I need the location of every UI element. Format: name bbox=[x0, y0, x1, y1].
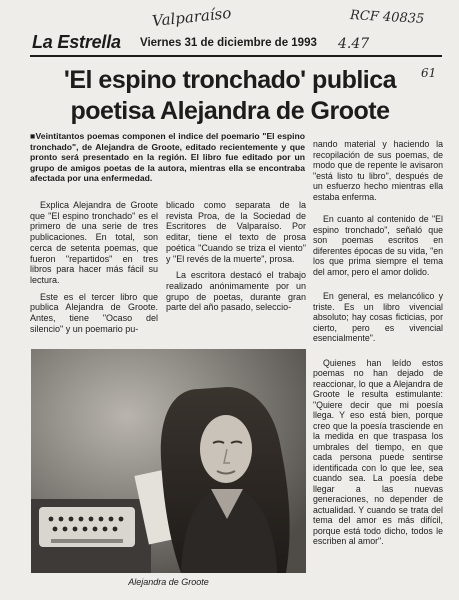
handwritten-city-note: Valparaíso bbox=[151, 3, 233, 31]
author-photo bbox=[31, 349, 306, 573]
col1-paragraph-2: Este es el tercer libro que publica Alejandra de Groote. Antes, tiene "Ocaso del silencio" y un poemario pu- bbox=[30, 291, 158, 334]
col3-paragraph-2: En cuanto al contenido de "El espino tronchado", señaló que son poemas escritos en diferentes épocas de su vida, "en los que prima siempre el tema del amor, pero el amor dolido. bbox=[313, 214, 443, 277]
issue-date: Viernes 31 de diciembre de 1993 bbox=[140, 37, 317, 49]
lead-bullet-icon: ■ bbox=[30, 131, 36, 141]
col3-paragraph-4: Quienes han leído estos poemas no han dejado de reaccionar, lo que a Alejandra de Groote le resulta estimulante: "Quiere decir que mi poesía llega. Y eso está bien, porque creo que la poesía trasciende en la medida en que traspasa los umbrales del tiempo, en que cada persona puede sentirse identificada con lo que lee, sea cuando sea. La poesía debe llegar a las nuevas generaciones, no depender de actualidad. Y cuando se trata del tema del amor es más difícil, porque está todo dicho, todos le escriben al amor". bbox=[313, 357, 443, 546]
headline-line-2: poetisa Alejandra de Groote bbox=[70, 97, 390, 125]
col3-paragraph-1: nando material y haciendo la recopilación de sus poemas, de modo que de repente le avisaron "está listo tu libro", después de un esfuerzo hecho mientras ella estaba enferma. bbox=[313, 139, 443, 202]
lead-text: Veintitantos poemas componen el indice del poemario "El espino tronchado", de Alejandra de Groote, editado recientemente y que pronto será presentado en la región. El libro fue editado por un grupo de amigos poetas de la autora, mientras ella se encontraba afectada por una enfermedad. bbox=[30, 131, 305, 184]
column-3 bbox=[313, 139, 443, 547]
lead-paragraph bbox=[30, 131, 305, 184]
col3-paragraph-3: En general, es melancólico y triste. Es un libro vivencial absoluto; hay cosas ficticias, por cierto, pero es vivencial esencialmente". bbox=[313, 291, 443, 343]
handwritten-code-note: RCF 40835 bbox=[349, 8, 425, 27]
column-1 bbox=[30, 200, 158, 334]
masthead-rule bbox=[30, 55, 442, 57]
col1-paragraph-1: Explica Alejandra de Groote que "El espino tronchado" es el primero de una serie de tres publicaciones. En total, son cerca de setenta poemas, que fueron "repartidos" en tres libros para hacer más fácil su lectura. bbox=[30, 200, 158, 285]
newspaper-name: La Estrella bbox=[32, 32, 121, 52]
handwritten-number-note: 61 bbox=[421, 66, 437, 80]
handwritten-page-note: 4.47 bbox=[338, 36, 370, 52]
photo-caption: Alejandra de Groote bbox=[128, 577, 209, 587]
headline-line-1: 'El espino tronchado' publica bbox=[63, 66, 397, 94]
author-photo-image bbox=[31, 349, 306, 573]
column-2 bbox=[166, 200, 306, 313]
col2-paragraph-1: blicado como separata de la revista Proa, de la Sociedad de Escritores de Valparaíso. Por editar, tiene el texto de prosa poética "Cuando se triza el viento" y "El revés de la muerte", prosa. bbox=[166, 200, 306, 264]
col2-paragraph-2: La escritora destacó el trabajo realizado anónimamente por un grupo de poetas, durante gran parte del año pasado, seleccio- bbox=[166, 270, 306, 313]
